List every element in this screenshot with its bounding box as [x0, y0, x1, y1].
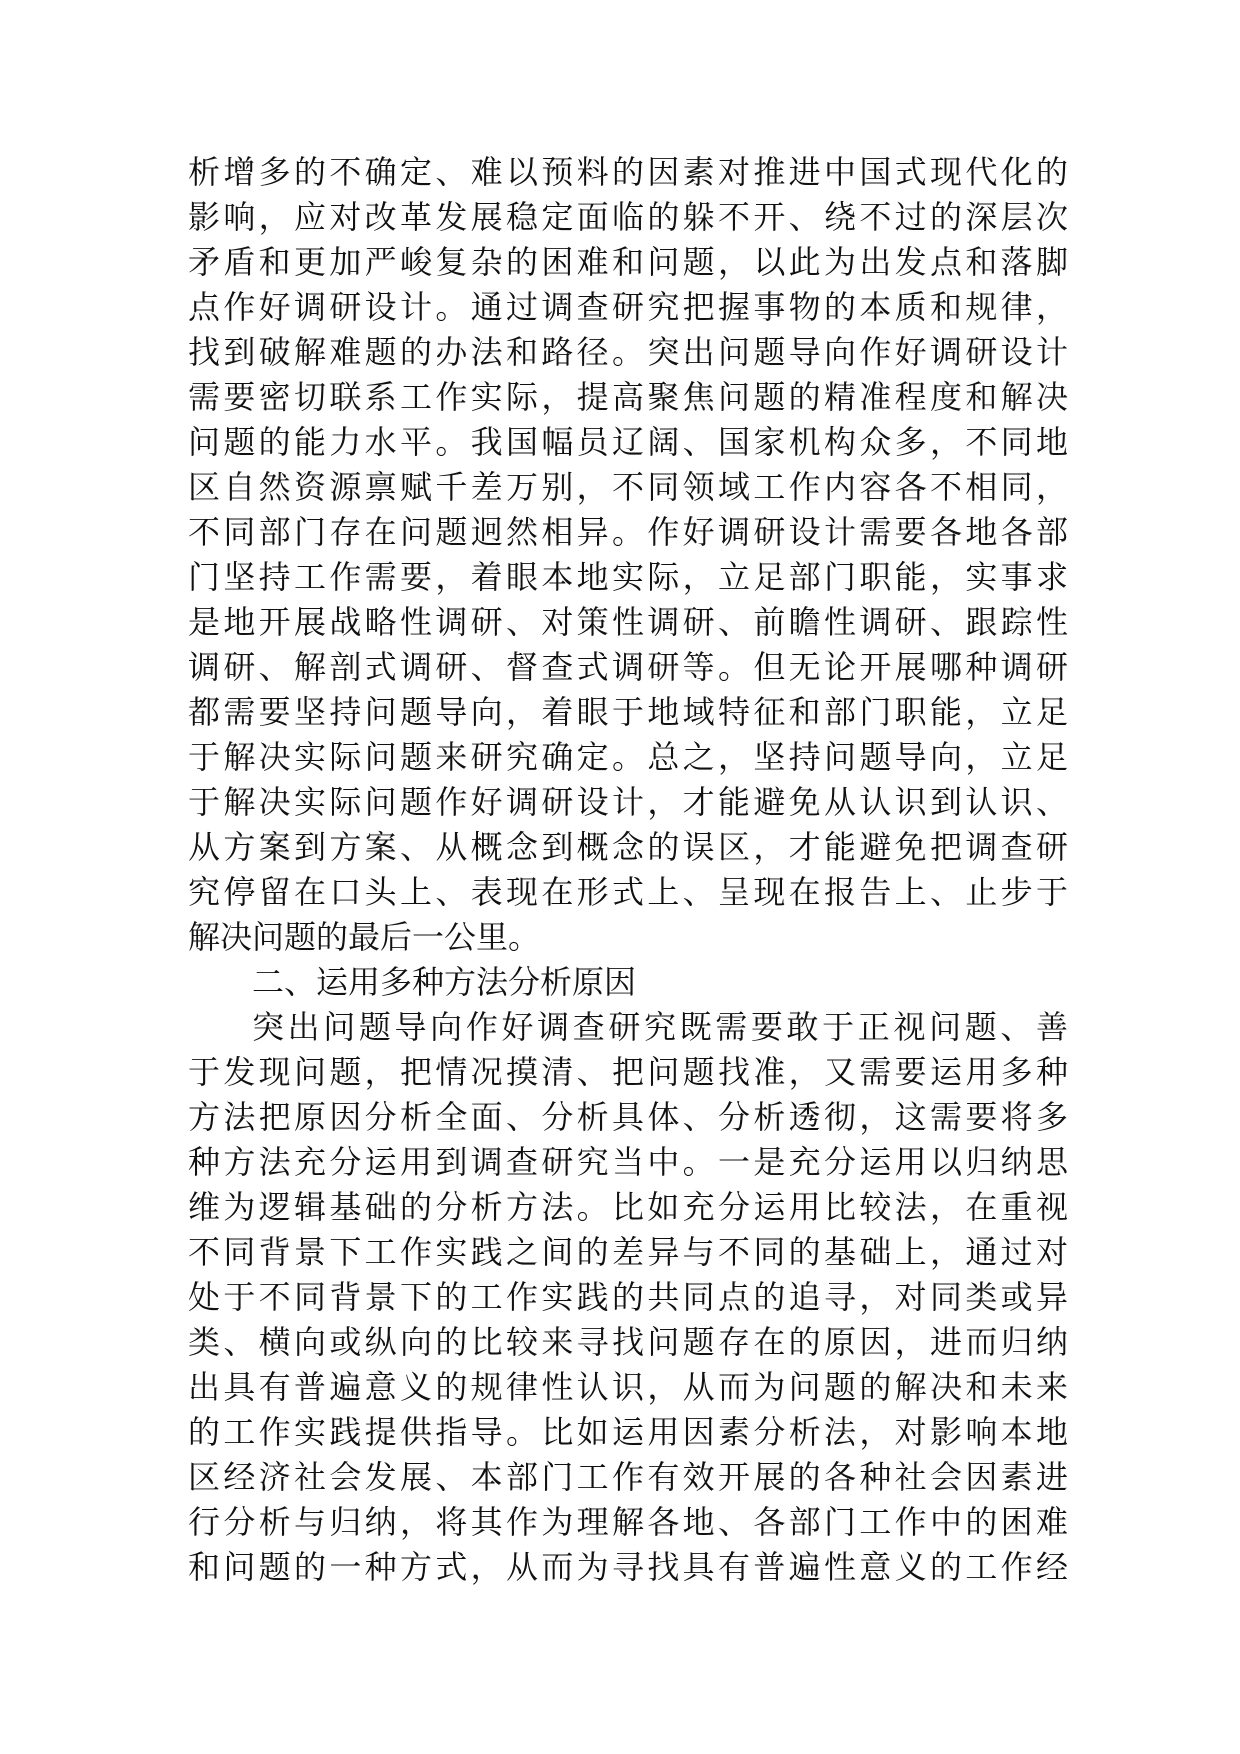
paragraph-first-line: 突出问题导向作好调查研究既需要敢于正视问题、善 — [252, 1008, 1068, 1046]
section-heading: 二、运用多种方法分析原因 — [252, 963, 637, 1001]
text-line: 从方案到方案、从概念到概念的误区，才能避免把调查研 — [188, 828, 1068, 866]
text-line: 解决问题的最后一公里。 — [188, 918, 541, 956]
text-line: 和问题的一种方式，从而为寻找具有普遍性意义的工作经 — [188, 1548, 1068, 1586]
text-line: 都需要坚持问题导向，着眼于地域特征和部门职能，立足 — [188, 693, 1068, 731]
text-line: 究停留在口头上、表现在形式上、呈现在报告上、止步于 — [188, 873, 1068, 911]
text-line: 需要密切联系工作实际，提高聚焦问题的精准程度和解决 — [188, 378, 1068, 416]
text-line: 影响，应对改革发展稳定面临的躲不开、绕不过的深层次 — [188, 198, 1068, 236]
body-text — [188, 150, 1068, 1590]
text-line: 出具有普遍意义的规律性认识，从而为问题的解决和未来 — [188, 1368, 1068, 1406]
text-line: 不同部门存在问题迥然相异。作好调研设计需要各地各部 — [188, 513, 1068, 551]
text-line: 种方法充分运用到调查研究当中。一是充分运用以归纳思 — [188, 1143, 1068, 1181]
text-line: 析增多的不确定、难以预料的因素对推进中国式现代化的 — [188, 153, 1068, 191]
text-line: 行分析与归纳，将其作为理解各地、各部门工作中的困难 — [188, 1503, 1068, 1541]
text-line: 方法把原因分析全面、分析具体、分析透彻，这需要将多 — [188, 1098, 1068, 1136]
text-line: 于解决实际问题来研究确定。总之，坚持问题导向，立足 — [188, 738, 1068, 776]
text-line: 类、横向或纵向的比较来寻找问题存在的原因，进而归纳 — [188, 1323, 1068, 1361]
text-line: 矛盾和更加严峻复杂的困难和问题，以此为出发点和落脚 — [188, 243, 1068, 281]
text-line: 区自然资源禀赋千差万别，不同领域工作内容各不相同， — [188, 468, 1068, 506]
text-line: 的工作实践提供指导。比如运用因素分析法，对影响本地 — [188, 1413, 1068, 1451]
text-line: 于发现问题，把情况摸清、把问题找准，又需要运用多种 — [188, 1053, 1068, 1091]
text-line: 点作好调研设计。通过调查研究把握事物的本质和规律， — [188, 288, 1068, 326]
text-line: 问题的能力水平。我国幅员辽阔、国家机构众多，不同地 — [188, 423, 1068, 461]
text-line: 处于不同背景下的工作实践的共同点的追寻，对同类或异 — [188, 1278, 1068, 1316]
text-line: 区经济社会发展、本部门工作有效开展的各种社会因素进 — [188, 1458, 1068, 1496]
text-line: 调研、解剖式调研、督查式调研等。但无论开展哪种调研 — [188, 648, 1068, 686]
text-line: 不同背景下工作实践之间的差异与不同的基础上，通过对 — [188, 1233, 1068, 1271]
text-line: 门坚持工作需要，着眼本地实际，立足部门职能，实事求 — [188, 558, 1068, 596]
text-line: 找到破解难题的办法和路径。突出问题导向作好调研设计 — [188, 333, 1068, 371]
text-line: 是地开展战略性调研、对策性调研、前瞻性调研、跟踪性 — [188, 603, 1068, 641]
text-line: 于解决实际问题作好调研设计，才能避免从认识到认识、 — [188, 783, 1068, 821]
text-line: 维为逻辑基础的分析方法。比如充分运用比较法，在重视 — [188, 1188, 1068, 1226]
